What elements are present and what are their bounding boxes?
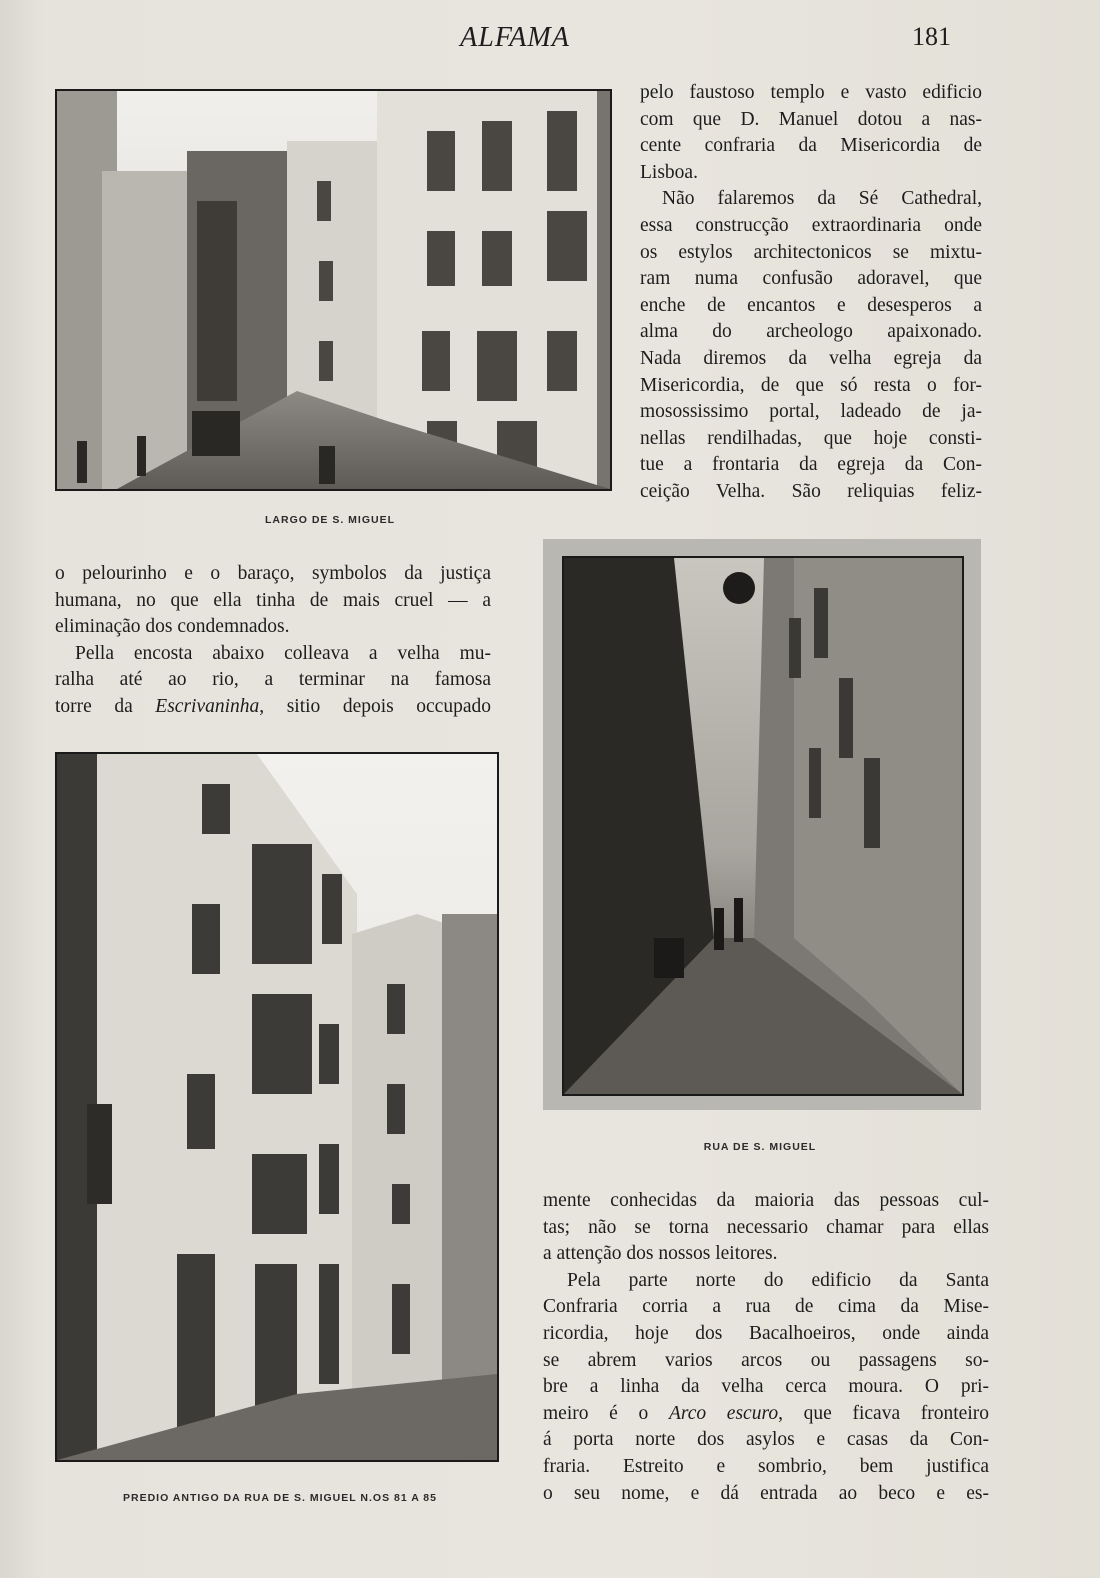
text-line: ram numa confusão adoravel, que (640, 268, 982, 290)
text-line: se abrem varios arcos ou passagens so- (543, 1349, 989, 1371)
text-line: essa construcção extraordinaria onde (640, 214, 982, 236)
photo-largo-de-s-miguel (55, 89, 612, 491)
text-line-italic-mix (543, 1401, 989, 1428)
text-line: Lisboa. (640, 161, 698, 183)
text-line: bre a linha da velha cerca moura. O pri- (543, 1376, 989, 1398)
text-line: com que D. Manuel dotou a nas- (640, 108, 982, 130)
text-line: ceição Velha. São reliquias feliz- (640, 480, 982, 502)
text-line: á porta norte dos asylos e casas da Con- (543, 1429, 989, 1451)
text-line: Não falaremos da Sé Cathedral, (662, 188, 982, 210)
photo-predio-antigo (55, 752, 499, 1462)
text-line: mosossissimo portal, ladeado de ja- (640, 401, 982, 423)
text-line: Pella encosta abaixo colleava a velha mu- (75, 642, 491, 664)
text-line: tue a frontaria da egreja da Con- (640, 454, 982, 476)
text-italic: Escrivaninha (155, 695, 260, 717)
text-line: cente confraria da Misericordia de (640, 135, 982, 157)
caption-rua-de-s-miguel: RUA DE S. MIGUEL (703, 1141, 817, 1153)
running-header-title: ALFAMA (460, 22, 570, 53)
text-line: a attenção dos nossos leitores. (543, 1243, 778, 1265)
text-line: Misericordia, de que só resta o for- (640, 374, 982, 396)
text-line: eliminação dos condemnados. (55, 616, 290, 638)
text-column-top-right (640, 80, 982, 506)
text-line: Confraria corria a rua de cima da Mise- (543, 1296, 989, 1318)
text-fragment: torre da (55, 695, 156, 717)
text-column-bottom-right (543, 1188, 989, 1507)
text-line: o seu nome, e dá entrada ao beco e es- (543, 1482, 989, 1504)
text-line: tas; não se torna necessario chamar para ellas (543, 1216, 989, 1238)
text-line: mente conhecidas da maioria das pessoas cul- (543, 1190, 989, 1211)
text-line: ricordia, hoje dos Bacalhoeiros, onde ainda (543, 1322, 989, 1344)
text-line: nellas rendilhadas, que hoje consti- (640, 427, 982, 449)
text-line: humana, no que ella tinha de mais cruel — a (55, 589, 491, 611)
text-line: Nada diremos da velha egreja da (640, 347, 982, 369)
text-line: alma do archeologo apaixonado. (640, 321, 982, 343)
text-fragment: , que ficava fronteiro (778, 1402, 989, 1424)
caption-predio-antigo: PREDIO ANTIGO DA RUA DE S. MIGUEL N.OS 81 A 85 (123, 1492, 437, 1504)
text-line: ralha até ao rio, a terminar na famosa (55, 669, 491, 691)
text-column-middle-left (55, 561, 491, 721)
text-line-italic-mix (55, 694, 491, 721)
text-line: Pela parte norte do edificio da Santa (567, 1269, 989, 1291)
text-italic: Arco escuro (668, 1402, 779, 1424)
text-line: fraria. Estreito e sombrio, bem justifica (543, 1455, 989, 1477)
text-line: os estylos architectonicos se mixtu- (640, 241, 982, 263)
text-line: pelo faustoso templo e vasto edificio (640, 82, 982, 103)
caption-largo-de-s-miguel: LARGO DE S. MIGUEL (264, 514, 395, 526)
page-number: 181 (912, 22, 951, 51)
photo-rua-de-s-miguel (562, 556, 964, 1096)
text-line: o pelourinho e o baraço, symbolos da justiça (55, 563, 491, 584)
text-line: enche de encantos e desesperos a (640, 294, 982, 316)
text-fragment: , sitio depois occupado (259, 695, 491, 717)
text-fragment: meiro é o (543, 1402, 669, 1424)
